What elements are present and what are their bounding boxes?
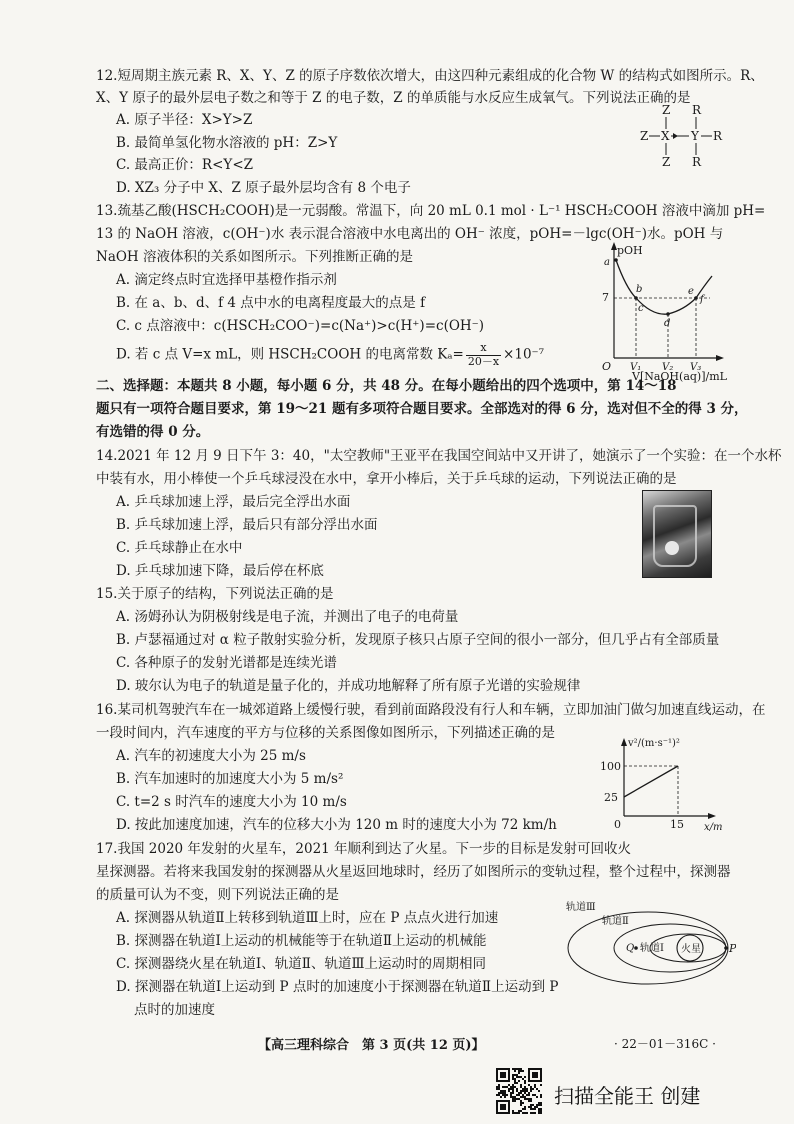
section2-heading-line3: 有选错的得 0 分。: [96, 424, 210, 440]
q17-option-d-line2: 点时的加速度: [134, 1002, 215, 1018]
struct-z-bottom: Z: [662, 155, 671, 169]
q16-option-c: C. t=2 s 时汽车的速度大小为 10 m/s: [116, 794, 347, 810]
q13-option-d-suffix: ×10⁻⁷: [503, 346, 545, 363]
q13-point-d: d: [664, 318, 671, 329]
q17-option-a: A. 探测器从轨道Ⅱ上转移到轨道Ⅲ上时，应在 P 点点火进行加速: [116, 910, 499, 926]
q14-experiment-photo: [642, 490, 712, 578]
q13-y-tick-7: 7: [602, 291, 609, 304]
q14-option-d: D. 乒乓球加速下降，最后停在杯底: [116, 563, 324, 579]
orbit-3-label: 轨道Ⅲ: [566, 902, 596, 913]
q12-option-a: A. 原子半径：X>Y>Z: [116, 112, 253, 128]
exam-code: · 22－01－316C ·: [614, 1037, 716, 1051]
q13-ka-denominator: 20－x: [467, 354, 500, 368]
q13-stem-line2: 13 的 NaOH 溶液，c(OH⁻)水 表示混合溶液中水电离出的 OH⁻ 浓度，pOH=－lgc(OH⁻)水。pOH 与: [96, 226, 724, 242]
q16-y-axis-label: v²/(m·s⁻¹)²: [628, 738, 680, 749]
q13-tick-v3: V₃: [690, 362, 702, 373]
struct-y: Y: [691, 129, 699, 143]
q12-stem-line1: 12.短周期主族元素 R、X、Y、Z 的原子序数依次增大，由这四种元素组成的化合物 W 的结构式如图所示。R、: [96, 68, 764, 84]
q13-stem-line3: NaOH 溶液体积的关系如图所示。下列推断正确的是: [96, 249, 413, 265]
q14-option-a: A. 乒乓球加速上浮，最后完全浮出水面: [116, 494, 351, 510]
q13-poh-graph: [592, 238, 734, 378]
q17-option-b: B. 探测器在轨道Ⅰ上运动的机械能等于在轨道Ⅱ上运动的机械能: [116, 933, 487, 949]
q13-point-e: e: [688, 286, 694, 297]
q16-stem-line2: 一段时间内，汽车速度的平方与位移的关系图像如图所示，下列描述正确的是: [96, 725, 555, 741]
ping-pong-ball-shape: [665, 541, 679, 555]
qr-code-icon: [496, 1068, 542, 1114]
struct-r-bottom: R: [692, 155, 702, 169]
q15-option-a: A. 汤姆孙认为阴极射线是电子流，并测出了电子的电荷量: [116, 609, 459, 625]
section2-heading-line2: 题只有一项符合题目要求，第 19～21 题有多项符合题目要求。全部选对的得 6 分，选对但不全的得 3 分，: [96, 401, 748, 417]
mars-label: 火星: [681, 944, 701, 955]
q13-option-b: B. 在 a、b、d、f 4 点中水的电离程度最大的点是 f: [116, 295, 426, 311]
q16-option-b: B. 汽车加速时的加速度大小为 5 m/s²: [116, 771, 344, 787]
orbit-2-label: 轨道Ⅱ: [602, 916, 629, 927]
q13-ka-numerator: x: [466, 342, 501, 356]
point-q-label: Q: [626, 943, 635, 954]
q13-option-d: [116, 342, 544, 368]
scanner-watermark: 扫描全能王 创建: [554, 1084, 701, 1108]
q13-option-a: A. 滴定终点时宜选择甲基橙作指示剂: [116, 272, 337, 288]
q13-option-c: C. c 点溶液中：c(HSCH₂COO⁻)=c(Na⁺)>c(H⁺)=c(OH⁻): [116, 318, 485, 334]
q13-option-d-prefix: D. 若 c 点 V=x mL，则 HSCH₂COOH 的电离常数 Kₐ=: [116, 346, 464, 363]
q12-stem-line2: X、Y 原子的最外层电子数之和等于 Z 的电子数，Z 的单质能与水反应生成氧气。下列说法正确的是: [96, 90, 691, 106]
point-p-label: P: [729, 942, 736, 955]
q17-stem-line2: 星探测器。若将来我国发射的探测器从火星返回地球时，经历了如图所示的变轨过程，整个过程中，探测器: [96, 864, 731, 880]
q16-velocity-graph: [598, 734, 728, 834]
q13-point-c: c: [638, 303, 644, 314]
q12-option-b: B. 最简单氢化物水溶液的 pH：Z>Y: [116, 135, 338, 151]
water-cup-shape: [653, 505, 697, 567]
q15-stem: 15.关于原子的结构，下列说法正确的是: [96, 586, 334, 602]
struct-r-top: R: [692, 103, 702, 117]
q16-option-a: A. 汽车的初速度大小为 25 m/s: [116, 748, 306, 764]
q17-option-d-line1: D. 探测器在轨道Ⅰ上运动到 P 点时的加速度小于探测器在轨道Ⅱ上运动到 P: [116, 979, 559, 995]
q15-option-d: D. 玻尔认为电子的轨道是量子化的，并成功地解释了所有原子光谱的实验规律: [116, 678, 581, 694]
struct-x: X: [661, 129, 670, 143]
q16-origin: 0: [614, 818, 621, 831]
q13-x-axis-label: V[NaOH(aq)]/mL: [632, 370, 727, 383]
q16-stem-line1: 16.某司机驾驶汽车在一城郊道路上缓慢行驶，看到前面路段没有行人和车辆，立即加油门做匀加速直线运动，在: [96, 702, 766, 718]
struct-r-right: R: [713, 129, 723, 143]
q13-origin: O: [602, 360, 612, 373]
q12-option-d: D. XZ₃ 分子中 X、Z 原子最外层均含有 8 个电子: [116, 180, 411, 196]
q13-point-a: a: [604, 257, 610, 268]
q13-tick-v2: V₂: [662, 362, 674, 373]
q13-point-b: b: [636, 284, 643, 295]
q14-option-c: C. 乒乓球静止在水中: [116, 540, 243, 556]
q14-option-b: B. 乒乓球加速上浮，最后只有部分浮出水面: [116, 517, 378, 533]
struct-z-left: Z: [640, 129, 649, 143]
q14-stem-line2: 中装有水，用小棒使一个乒乓球浸没在水中，拿开小棒后，关于乒乓球的运动，下列说法正确的是: [96, 471, 677, 487]
q16-y-tick-25: 25: [604, 791, 618, 804]
q16-y-tick-100: 100: [600, 760, 621, 773]
struct-z-top: Z: [662, 103, 671, 117]
page-footer: 【高三理科综合 第 3 页(共 12 页)】: [258, 1038, 485, 1053]
q12-structure-diagram: [638, 102, 728, 170]
q13-stem-line1: 13.巯基乙酸(HSCH₂COOH)是一元弱酸。常温下，向 20 mL 0.1 mol · L⁻¹ HSCH₂COOH 溶液中滴加 pH=: [96, 203, 766, 219]
orbit-1-label: 轨道Ⅰ: [640, 943, 664, 954]
section2-heading-line1: 二、选择题：本题共 8 小题，每小题 6 分，共 48 分。在每小题给出的四个选项中，第 14～18: [96, 378, 677, 394]
q15-option-c: C. 各种原子的发射光谱都是连续光谱: [116, 655, 337, 671]
q14-stem-line1: 14.2021 年 12 月 9 日下午 3：40，"太空教师"王亚平在我国空间站中又开讲了，她演示了一个实验：在一个水杯: [96, 448, 782, 464]
q17-stem-line3: 的质量可认为不变，则下列说法正确的是: [96, 887, 339, 903]
q16-x-axis-label: x/m: [704, 822, 723, 833]
q17-stem-line1: 17.我国 2020 年发射的火星车，2021 年顺利到达了火星。下一步的目标是发射可回收火: [96, 841, 632, 857]
q13-ka-fraction: [466, 342, 501, 368]
q13-y-axis-label: pOH: [617, 244, 643, 257]
q12-option-c: C. 最高正价：R<Y<Z: [116, 157, 254, 173]
q15-option-b: B. 卢瑟福通过对 α 粒子散射实验分析，发现原子核只占原子空间的很小一部分，但几乎占有全部质量: [116, 632, 720, 648]
q16-option-d: D. 按此加速度加速，汽车的位移大小为 120 m 时的速度大小为 72 km/h: [116, 817, 557, 833]
q17-option-c: C. 探测器绕火星在轨道Ⅰ、轨道Ⅱ、轨道Ⅲ上运动时的周期相同: [116, 956, 486, 972]
q17-orbit-diagram: [566, 896, 736, 992]
q13-tick-v1: V₁: [630, 362, 642, 373]
q13-point-f: f: [700, 294, 704, 305]
q16-x-tick-15: 15: [670, 818, 684, 831]
